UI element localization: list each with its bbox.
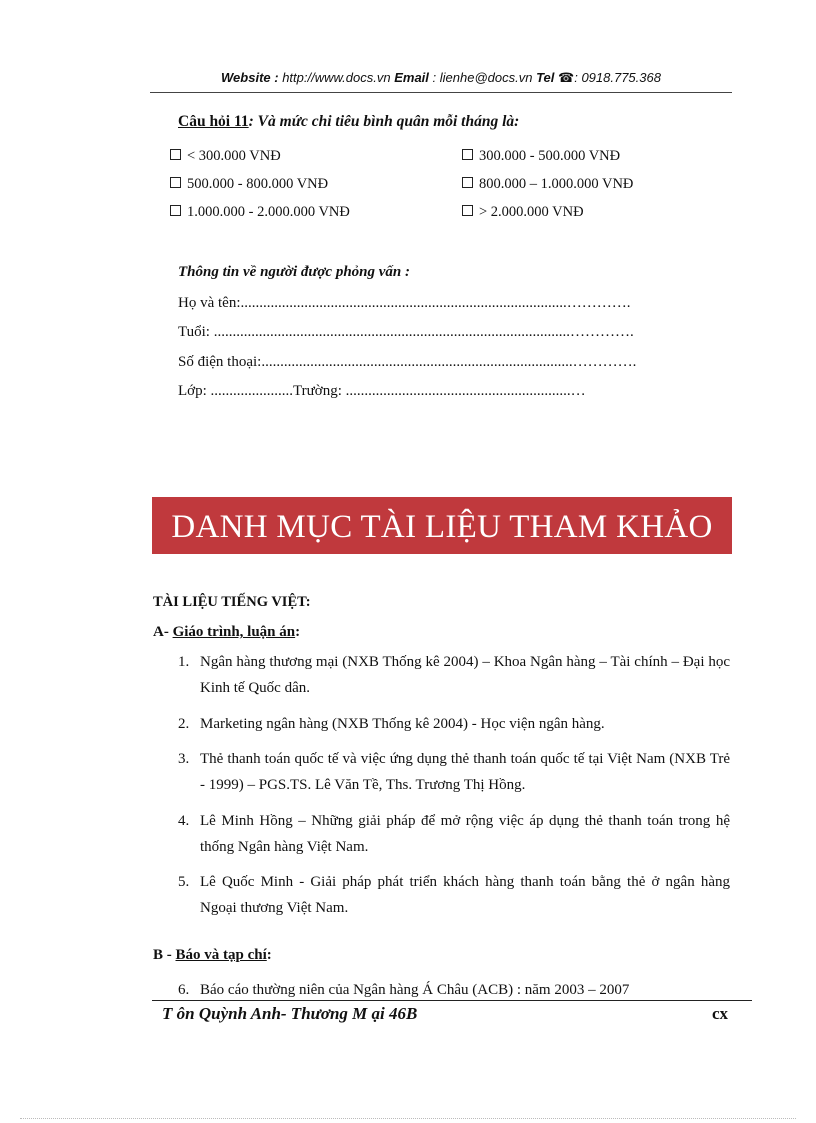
question-number: Câu hỏi 11 [178,113,249,130]
option-label: 1.000.000 - 2.000.000 VNĐ [187,204,350,220]
interviewee-info-title: Thông tin về người được phỏng vấn : [178,264,411,280]
checkbox-icon[interactable] [170,149,181,160]
option-checkbox[interactable] [462,148,620,165]
question-title [178,113,519,131]
option-label: 800.000 – 1.000.000 VNĐ [479,176,634,192]
website-link[interactable]: http://www.docs.vn [282,70,391,85]
checkbox-icon[interactable] [462,177,473,188]
option-checkbox[interactable] [462,204,584,221]
phone-field[interactable]: Số điện thoại:...................................................................................…………. [178,354,637,370]
option-label: 500.000 - 800.000 VNĐ [187,176,329,192]
phone-icon: ☎ [558,70,575,85]
references-banner: DANH MỤC TÀI LIỆU THAM KHẢO [152,497,732,554]
option-label: 300.000 - 500.000 VNĐ [479,148,621,164]
section-a-heading: A- Giáo trình, luận án: [153,624,301,640]
email-link[interactable]: : lienhe@docs.vn [432,70,533,85]
email-label: Email [394,70,429,85]
option-label: < 300.000 VNĐ [187,148,281,164]
reference-item: 1. Ngân hàng thương mại (NXB Thống kê 2004) – Khoa Ngân hàng – Tài chính – Đại học Kinh tế Quốc dân. [178,654,730,696]
class-school-field[interactable]: Lớp: ......................Trường: ............................................................… [178,383,586,399]
checkbox-icon[interactable] [170,205,181,216]
reference-item: 6. Báo cáo thường niên của Ngân hàng Á Châu (ACB) : năm 2003 – 2007 [178,982,630,998]
page-bottom-divider [20,1118,796,1119]
reference-item: 3. Thẻ thanh toán quốc tế và việc ứng dụng thẻ thanh toán quốc tế tại Việt Nam (NXB Trẻ - 1999) – PGS.TS. Lê Văn Tề, Ths. Trương Thị Hồng. [178,751,730,793]
checkbox-icon[interactable] [170,177,181,188]
reference-item: 4. Lê Minh Hồng – Những giải pháp để mở rộng việc áp dụng thẻ thanh toán trong hệ thống Ngân hàng Việt Nam. [178,813,730,855]
checkbox-icon[interactable] [462,149,473,160]
page-header [150,70,732,86]
option-checkbox[interactable] [170,204,350,221]
footer-author: T ôn Quỳnh Anh- Thương M ại 46B [162,1004,418,1023]
reference-item: 5. Lê Quốc Minh - Giải pháp phát triển khách hàng thanh toán bằng thẻ ở ngân hàng Ngoại thương Việt Nam. [178,874,730,916]
footer-rule [152,1000,752,1001]
checkbox-icon[interactable] [462,205,473,216]
website-label: Website : [221,70,279,85]
section-b-heading: B - Báo và tạp chí: [153,947,272,963]
option-label: > 2.000.000 VNĐ [479,204,584,220]
header-rule [150,92,732,93]
references-heading: TÀI LIỆU TIẾNG VIỆT: [153,594,311,610]
phone-number: : 0918.775.368 [574,70,661,85]
question-text: : Và mức chi tiêu bình quân mỗi tháng là: [248,113,520,130]
tel-label: Tel [536,70,555,85]
age-field[interactable]: Tuổi: ...............................................................................................…………. [178,324,634,340]
option-checkbox[interactable] [462,176,633,193]
reference-item: 2. Marketing ngân hàng (NXB Thống kê 2004) - Học viện ngân hàng. [178,716,605,732]
option-checkbox[interactable] [170,148,281,165]
name-field[interactable]: Họ và tên:.......................................................................................…………. [178,295,631,311]
option-checkbox[interactable] [170,176,328,193]
page-number: cx [712,1004,729,1023]
